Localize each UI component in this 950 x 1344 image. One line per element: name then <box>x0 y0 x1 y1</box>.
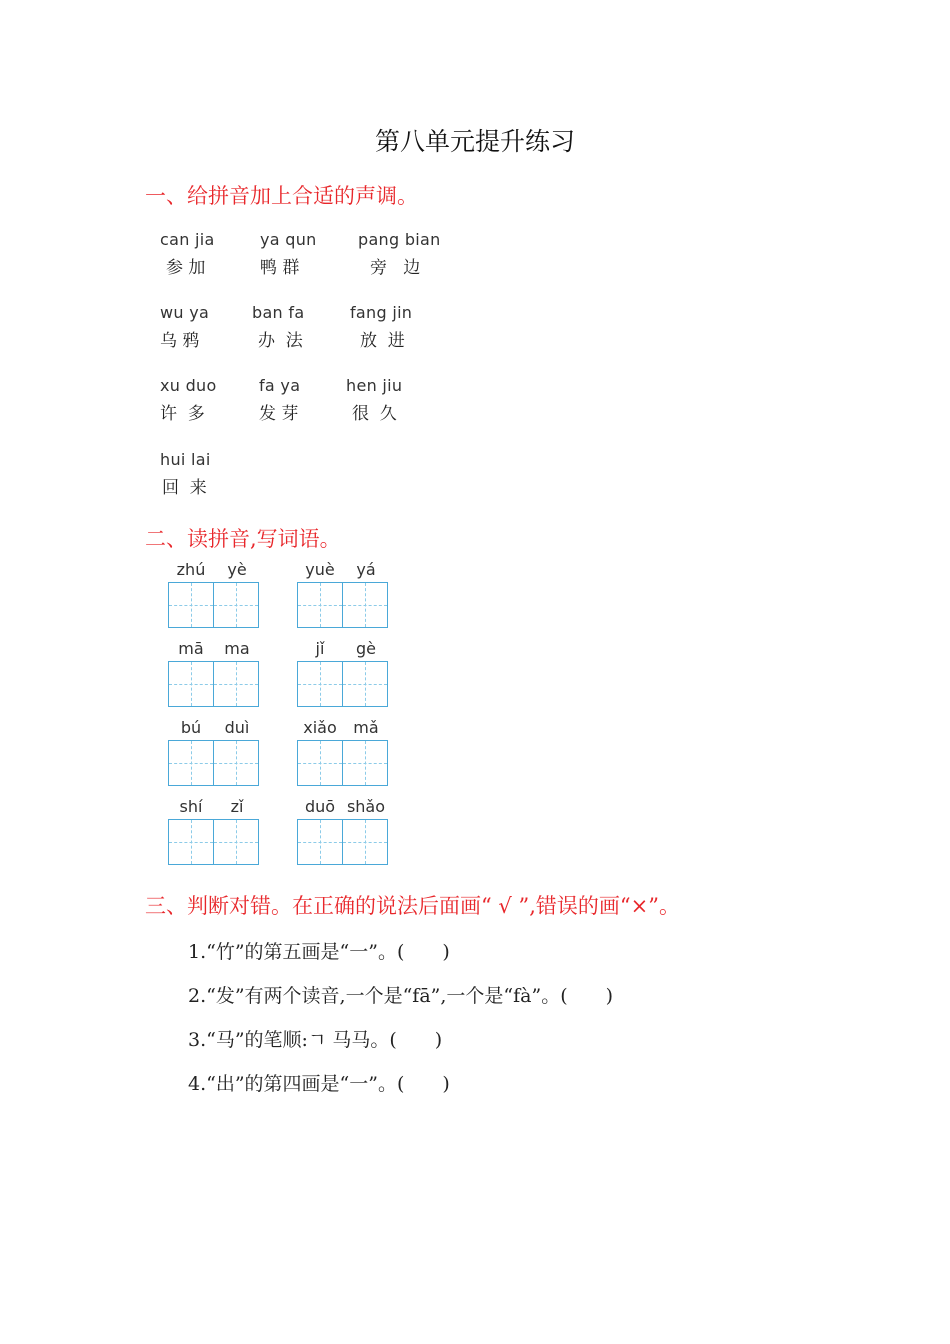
tian-grid-word <box>297 718 389 786</box>
pinyin-syllable: xiǎo <box>303 718 337 737</box>
hanzi-text: 办 法 <box>258 331 303 351</box>
section-3-heading: 三、判断对错。在正确的说法后面画“ √ ”,错误的画“×”。 <box>145 894 680 918</box>
writing-cell[interactable] <box>213 661 259 707</box>
hanzi-text: 回 来 <box>162 478 207 498</box>
pinyin-pair <box>358 230 441 278</box>
pinyin-syllable: zǐ <box>230 797 244 816</box>
hanzi-text: 许 多 <box>160 404 205 424</box>
pinyin-syllable: duō <box>304 797 336 816</box>
tian-grid-word <box>168 718 260 786</box>
page-title: 第八单元提升练习 <box>374 127 575 156</box>
writing-cell[interactable] <box>168 661 214 707</box>
writing-cell[interactable] <box>297 819 343 865</box>
pinyin-pair <box>252 303 304 351</box>
pinyin-pair <box>260 230 317 278</box>
tian-grid-word <box>297 639 389 707</box>
pinyin-syllable: ma <box>224 639 250 658</box>
writing-cell[interactable] <box>168 582 214 628</box>
pinyin-syllable: shí <box>179 797 203 816</box>
pinyin-pair <box>160 450 211 498</box>
question-item: 4.“出”的第四画是“一”。( ) <box>188 1073 450 1095</box>
hanzi-text: 鸭 群 <box>260 258 300 278</box>
hanzi-text: 参 加 <box>166 258 206 278</box>
pinyin-syllable: mǎ <box>353 718 379 737</box>
writing-cell[interactable] <box>213 582 259 628</box>
pinyin-syllable: yè <box>227 560 247 579</box>
pinyin-text: ya qun <box>260 230 317 249</box>
pinyin-pair <box>160 230 215 278</box>
pinyin-text: hen jiu <box>346 376 403 395</box>
pinyin-syllable: duì <box>224 718 250 737</box>
pinyin-text: wu ya <box>160 303 210 322</box>
pinyin-syllable: zhú <box>176 560 206 579</box>
hanzi-text: 很 久 <box>352 404 397 424</box>
pinyin-syllable: jǐ <box>315 639 325 658</box>
tian-grid-word <box>297 560 389 628</box>
pinyin-pair <box>160 303 209 351</box>
pinyin-text: ban fa <box>252 303 305 322</box>
pinyin-syllable: gè <box>356 639 376 658</box>
hanzi-text: 发 芽 <box>259 404 299 424</box>
pinyin-syllable: mā <box>178 639 204 658</box>
writing-cell[interactable] <box>213 819 259 865</box>
pinyin-text: fang jin <box>350 303 413 322</box>
writing-cell[interactable] <box>168 819 214 865</box>
pinyin-text: xu duo <box>160 376 217 395</box>
writing-cell[interactable] <box>168 740 214 786</box>
writing-cell[interactable] <box>342 661 388 707</box>
question-item: 3.“马”的笔顺:ㄱ 马马。( ) <box>188 1029 443 1051</box>
tian-grid-word <box>297 797 389 865</box>
pinyin-syllable: yá <box>356 560 376 579</box>
question-item: 2.“发”有两个读音,一个是“fā”,一个是“fà”。( ) <box>188 985 614 1007</box>
writing-cell[interactable] <box>297 582 343 628</box>
pinyin-text: pang bian <box>358 230 441 249</box>
pinyin-text: hui lai <box>160 450 211 469</box>
tian-grid-word <box>168 560 260 628</box>
section-1-heading: 一、给拼音加上合适的声调。 <box>145 184 418 208</box>
pinyin-pair <box>259 376 300 424</box>
question-item: 1.“竹”的第五画是“一”。( ) <box>188 941 450 963</box>
pinyin-pair <box>160 376 217 424</box>
writing-cell[interactable] <box>342 740 388 786</box>
pinyin-pair <box>350 303 412 351</box>
section-2-heading: 二、读拼音,写词语。 <box>145 527 341 551</box>
tian-grid-word <box>168 639 260 707</box>
writing-cell[interactable] <box>342 582 388 628</box>
hanzi-text: 放 进 <box>360 331 405 351</box>
pinyin-syllable: yuè <box>305 560 335 579</box>
writing-cell[interactable] <box>213 740 259 786</box>
pinyin-pair <box>346 376 402 424</box>
writing-cell[interactable] <box>297 740 343 786</box>
writing-cell[interactable] <box>342 819 388 865</box>
tian-grid-word <box>168 797 260 865</box>
pinyin-syllable: shǎo <box>346 797 386 816</box>
pinyin-text: can jia <box>160 230 215 249</box>
hanzi-text: 旁 边 <box>370 258 421 278</box>
writing-cell[interactable] <box>297 661 343 707</box>
pinyin-text: fa ya <box>259 376 301 395</box>
pinyin-syllable: bú <box>180 718 202 737</box>
hanzi-text: 乌 鸦 <box>160 331 200 351</box>
